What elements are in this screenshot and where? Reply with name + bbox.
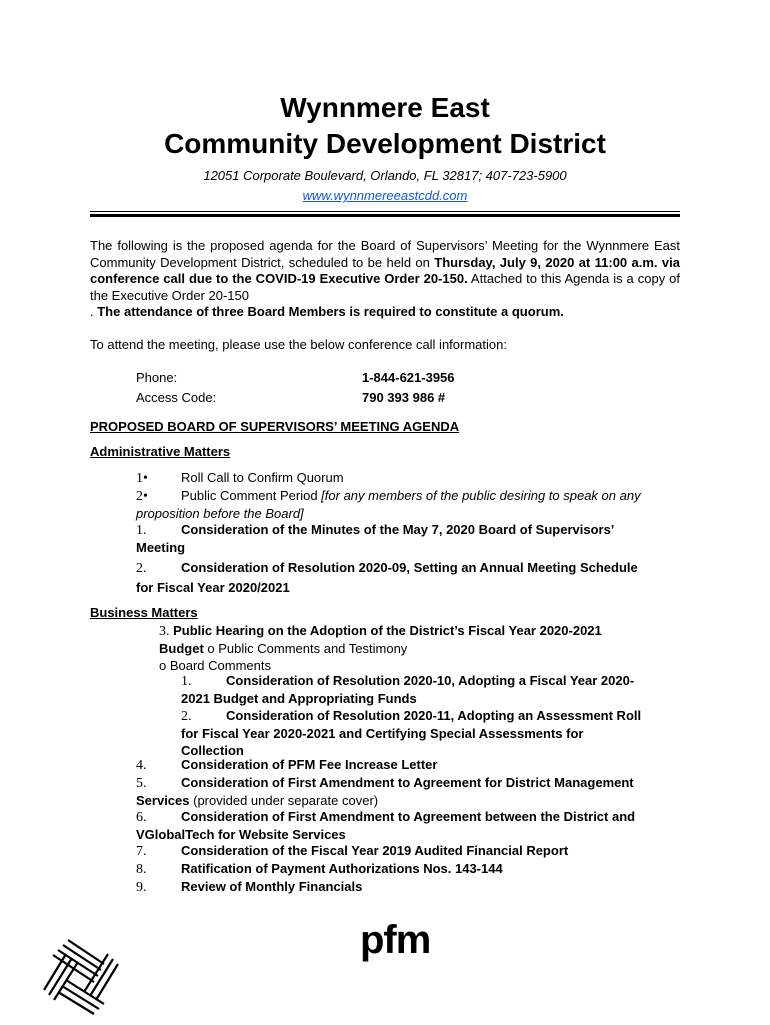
header-rule-thick [90,214,680,217]
pfm-logo: pfm [360,918,431,962]
district-title-line2: Community Development District [164,128,606,159]
meeting-date-text: Thursday, July 9, 2020 at 11:00 a.m. via conference call due to the COVID-19 Executive Order 20-150. [90,254,680,286]
item-number: 7. [136,844,147,859]
admin-item-3 [136,521,681,556]
item-number: 1. [181,674,192,689]
item-number: 6. [136,810,147,825]
item-note: (provided under separate cover) [189,793,379,808]
business-item-3a [181,672,681,707]
item-text: Consideration of the Fiscal Year 2019 Audited Financial Report [181,843,569,858]
business-item-6 [136,808,681,843]
item-text: Consideration of PFM Fee Increase Letter [181,757,438,772]
quorum-prefix: . [90,304,98,319]
intro-text: The following is the proposed agenda for the Board of Supervisors’ Meeting for the Wynnmere East Community Development District, scheduled to be held on [90,238,680,270]
sub-bullet-public-comments: o Public Comments and Testimony [203,641,408,656]
business-item-9 [136,878,362,896]
item-text: Review of Monthly Financials [181,879,363,894]
business-heading: Business Matters [90,605,198,620]
item-text-cont: Meeting [136,540,186,555]
item-number: 8. [136,862,147,877]
conference-intro: To attend the meeting, please use the below conference call information: [90,337,507,352]
access-code-label: Access Code: [136,390,217,405]
business-item-4 [136,756,437,774]
admin-item-1 [136,469,344,487]
admin-heading: Administrative Matters [90,444,231,459]
item-number: 2. [181,709,192,724]
item-number: 3. [159,624,170,639]
item-text: Consideration of Resolution 2020-11, Adopting an Assessment Roll [226,708,642,723]
item-text-cont: for Fiscal Year 2020/2021 [136,580,290,595]
item-text: Consideration of Resolution 2020-09, Setting an Annual Meeting Schedule [181,560,638,575]
item-text-cont: Budget [159,641,204,656]
quorum-paragraph [90,304,680,321]
item-note: [for any members of the public desiring to speak on any [321,488,641,503]
address: 12051 Corporate Boulevard, Orlando, FL 32817; 407-723-5900 [203,168,567,183]
item-number: 1• [136,471,148,486]
item-text-cont2: Collection [181,743,244,758]
item-number: 4. [136,758,147,773]
access-code-value: 790 393 986 # [362,390,446,405]
quorum-text: The attendance of three Board Members is required to constitute a quorum. [97,304,564,319]
item-text: Consideration of First Amendment to Agreement for District Management [181,775,634,790]
business-item-5 [136,774,681,809]
sub-bullet-board-comments: o Board Comments [159,658,271,673]
item-number: 1. [136,523,147,538]
item-text: Ratification of Payment Authorizations Nos. 143-144 [181,861,503,876]
header-rule-thin [90,211,680,212]
item-text: Public Hearing on the Adoption of the District’s Fiscal Year 2020-2021 [173,623,602,638]
item-text: Consideration of Resolution 2020-10, Adopting a Fiscal Year 2020- [226,673,635,688]
item-text-cont: for Fiscal Year 2020-2021 and Certifying Special Assessments for [181,726,584,741]
phone-value: 1-844-621-3956 [362,370,455,385]
phone-label: Phone: [136,370,178,385]
item-text-cont: Services [136,793,190,808]
intro-attachment-text: Attached to this Agenda is a copy of the Executive Order 20-150 [90,271,680,303]
item-text: Consideration of First Amendment to Agreement between the District and [181,809,636,824]
item-text: Roll Call to Confirm Quorum [181,470,344,485]
item-number: 2. [136,561,147,576]
business-item-3 [159,622,681,674]
item-note-cont: proposition before the Board] [136,506,304,521]
item-number: 2• [136,489,148,504]
item-number: 5. [136,776,147,791]
website-link[interactable]: www.wynnmereeastcdd.com [302,188,468,203]
admin-item-2 [136,487,681,522]
item-number: 9. [136,880,147,895]
business-item-3b [181,707,681,759]
pfm-emblem-icon [38,934,124,1020]
business-item-8 [136,860,503,878]
item-text-cont: 2021 Budget and Appropriating Funds [181,691,417,706]
agenda-heading: PROPOSED BOARD OF SUPERVISORS’ MEETING AGENDA [90,419,460,434]
item-text: Consideration of the Minutes of the May 7, 2020 Board of Supervisors’ [181,522,615,537]
admin-item-4 [136,558,681,597]
item-text-cont: VGlobalTech for Website Services [136,827,346,842]
district-title-line1: Wynnmere East [280,92,490,123]
item-text: Public Comment Period [181,488,322,503]
intro-paragraph [90,238,680,304]
business-item-7 [136,842,568,860]
